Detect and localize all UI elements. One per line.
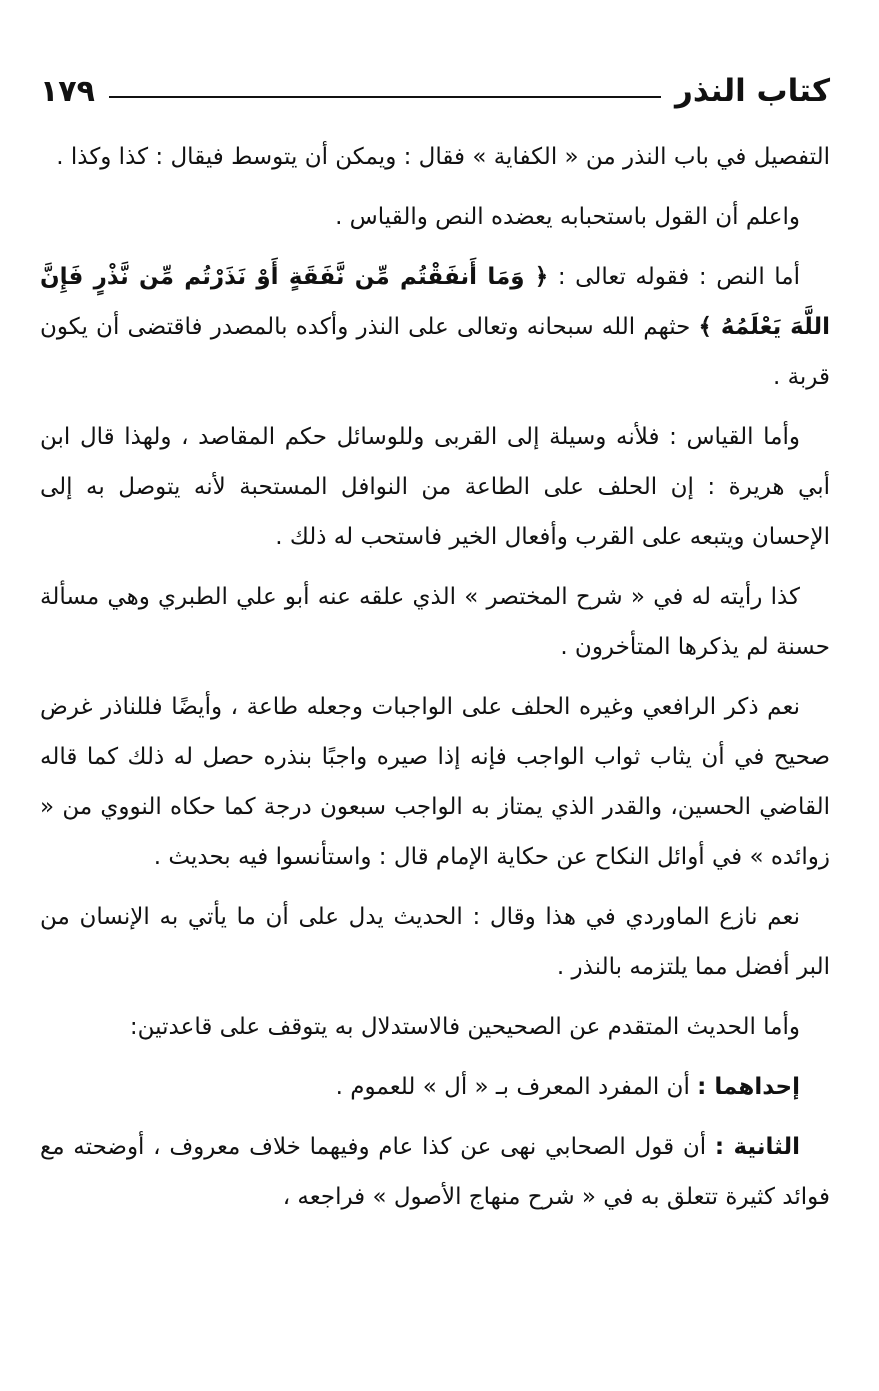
rule-two-label: الثانية : bbox=[714, 1134, 801, 1160]
paragraph-8: وأما الحديث المتقدم عن الصحيحين فالاستدلال به يتوقف على قاعدتين: bbox=[129, 1014, 800, 1040]
paragraph-3 bbox=[40, 252, 830, 402]
paragraph-3-commentary: حثهم الله سبحانه وتعالى على النذر وأكده بالمصدر فاقتضى أن يكون قربة . bbox=[40, 314, 830, 390]
header-rule bbox=[109, 96, 661, 98]
paragraph-10 bbox=[40, 1122, 830, 1222]
paragraph-5: كذا رأيته له في « شرح المختصر » الذي علقه عنه أبو علي الطبري وهي مسألة حسنة لم يذكرها المتأخرون . bbox=[40, 584, 830, 660]
running-header bbox=[40, 60, 830, 122]
quran-verse: ﴿ وَمَا أَنفَقْتُم مِّن نَّفَقَةٍ أَوْ نَذَرْتُم مِّن نَّذْرٍ فَإِنَّ اللَّهَ يَعْلَمُهُ ﴾ bbox=[40, 264, 830, 340]
paragraph-4: وأما القياس : فلأنه وسيلة إلى القربى وللوسائل حكم المقاصد ، ولهذا قال ابن أبي هريرة : إن الحلف على الطاعة من النوافل المستحبة لأنه يتوصل به إلى الإحسان ويتبعه على القرب وأفعال الخير فاستحب له ذلك . bbox=[40, 424, 830, 550]
paragraph-7: نعم نازع الماوردي في هذا وقال : الحديث يدل على أن ما يأتي به الإنسان من البر أفضل مما يلتزمه بالنذر . bbox=[40, 904, 830, 980]
paragraph-9 bbox=[40, 1062, 830, 1112]
paragraph-3-intro: أما النص : فقوله تعالى : bbox=[557, 264, 801, 290]
page-number: ١٧٩ bbox=[40, 73, 95, 109]
rule-one-text: أن المفرد المعرف بـ « أل » للعموم . bbox=[335, 1074, 690, 1100]
chapter-title: كتاب النذر bbox=[675, 73, 830, 109]
paragraph-6: نعم ذكر الرافعي وغيره الحلف على الواجبات وجعله طاعة ، وأيضًا فللناذر غرض صحيح في أن يثاب ثواب الواجب فإنه إذا صيره واجبًا بنذره حصل له ذلك كما قاله القاضي الحسين، والقدر الذي يمتاز به الواجب سبعون درجة كما حكاه النووي من « زوائده » في أوائل النكاح عن حكاية الإمام قال : واستأنسوا فيه بحديث . bbox=[40, 694, 830, 870]
rule-one-label: إحداهما : bbox=[697, 1074, 800, 1100]
page-body bbox=[40, 132, 830, 1222]
book-page bbox=[40, 60, 830, 1360]
paragraph-1: التفصيل في باب النذر من « الكفاية » فقال : ويمكن أن يتوسط فيقال : كذا وكذا . bbox=[56, 144, 830, 170]
paragraph-2: واعلم أن القول باستحبابه يعضده النص والقياس . bbox=[335, 204, 800, 230]
rule-two-text: أن قول الصحابي نهى عن كذا عام وفيهما خلاف معروف ، أوضحته مع فوائد كثيرة تتعلق به في « شرح منهاج الأصول » فراجعه ، bbox=[40, 1134, 830, 1210]
